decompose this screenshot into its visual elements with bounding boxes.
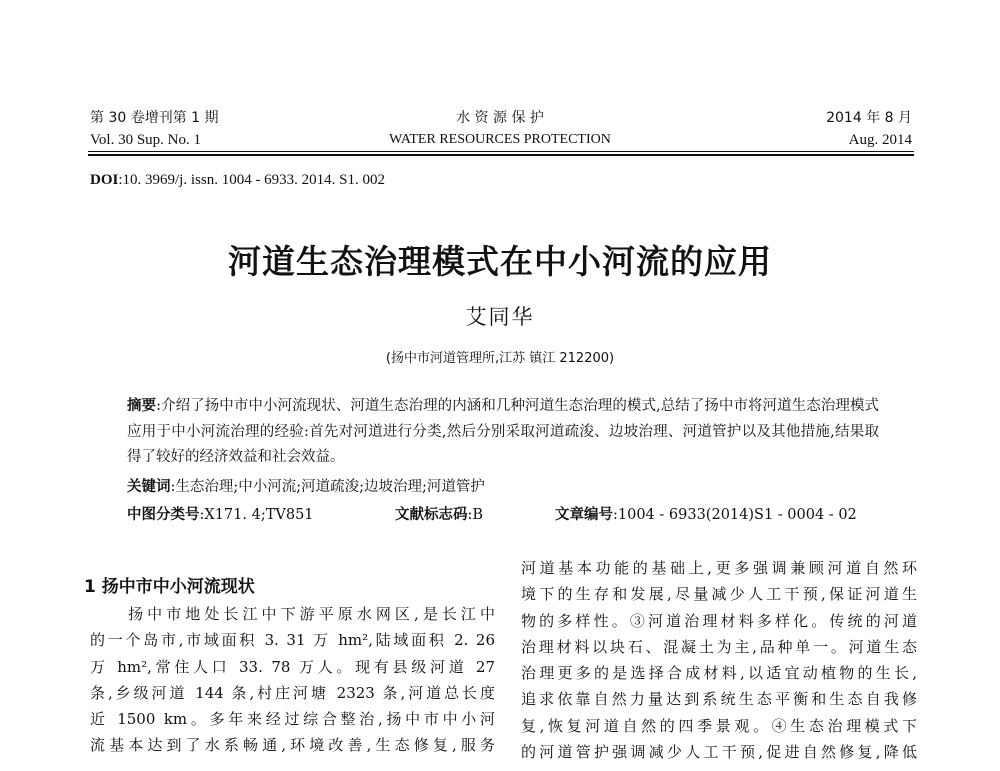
author-name: 艾同华 [465,305,535,329]
article-no-value: :1004 - 6933(2014)S1 - 0004 - 02 [613,507,857,523]
keywords-text: :生态治理;中小河流;河道疏浚;边坡治理;河道管护 [170,479,485,495]
right-line: 追求依靠自然力量达到系统生态平衡和生态自我修 [521,690,917,709]
doi-label: DOI [90,172,119,188]
journal-date-en: Aug. 2014 [848,132,912,148]
header-rule-thin [88,151,914,152]
clc-label: 中图分类号 [127,507,200,523]
journal-name-cn: 水 资 源 保 护 [456,110,544,126]
right-line: 的河道管护强调减少人工干预,促进自然修复,降低 [521,743,917,762]
header-rule-thick [88,154,914,156]
right-column [521,555,917,765]
doi-value: :10. 3969/j. issn. 1004 - 6933. 2014. S1. 002 [118,172,386,188]
doi-line [90,172,385,189]
doc-code-label: 文献标志码 [395,507,468,523]
journal-date-cn: 2014 年 8 月 [826,110,912,126]
classification-article [555,503,857,528]
doc-code-value: :B [467,507,484,523]
abstract-text: :介绍了扬中市中小河流现状、河道生态治理的内涵和几种河道生态治理的模式,总结了扬中市将河道生态治理模式应用于中小河流治理的经验:首先对河道进行分类,然后分别采取河道疏浚、边坡治理、河道管护以及其他措施,结果取得了较好的经济效益和社会效益。 [127,398,879,465]
classification-doc [395,503,483,528]
right-line: 物的多样性。③河道治理材料多样化。传统的河道 [521,611,917,630]
clc-value: :X171. 4;TV851 [199,507,314,523]
journal-issue-en: Vol. 30 Sup. No. 1 [90,132,201,148]
right-line: 治理材料以块石、混凝土为主,品种单一。河道生态 [521,637,917,656]
left-line: 扬中市地处长江中下游平原水网区,是长江中 [90,605,495,623]
article-no-label: 文章编号 [555,507,613,523]
right-line: 境下的生存和发展,尽量减少人工干预,保证河道生 [521,585,917,604]
left-line: 万 hm²,常住人口 33. 78 万人。现有县级河道 27 [90,657,495,676]
keywords-label: 关键词 [127,479,171,495]
abstract [127,394,879,471]
left-line: 条,乡级河道 144 条,村庄河塘 2323 条,河道总长度 [90,683,495,702]
article-title: 河道生态治理模式在中小河流的应用 [228,242,772,281]
right-line: 治理更多的是选择合成材料,以适宜动植物的生长, [521,664,917,683]
classification-clc [127,503,314,528]
keywords [127,475,485,500]
left-line: 流基本达到了水系畅通,环境改善,生态修复,服务 [90,736,495,755]
right-line: 复,恢复河道自然的四季景观。④生态治理模式下 [521,716,917,735]
right-line: 河道基本功能的基础上,更多强调兼顾河道自然环 [521,559,917,577]
journal-name-en: WATER RESOURCES PROTECTION [389,132,611,147]
section-heading: 1 扬中市中小河流现状 [84,577,255,597]
left-line: 近 1500 km。多年来经过综合整治,扬中市中小河 [90,710,495,729]
abstract-label: 摘要 [127,398,157,414]
author-affiliation: (扬中市河道管理所,江苏 镇江 212200) [385,351,615,366]
left-line: 的一个岛市,市域面积 3. 31 万 hm²,陆域面积 2. 26 [90,631,495,650]
journal-issue-cn: 第 30 卷增刊第 1 期 [90,110,219,126]
left-column [90,601,495,759]
